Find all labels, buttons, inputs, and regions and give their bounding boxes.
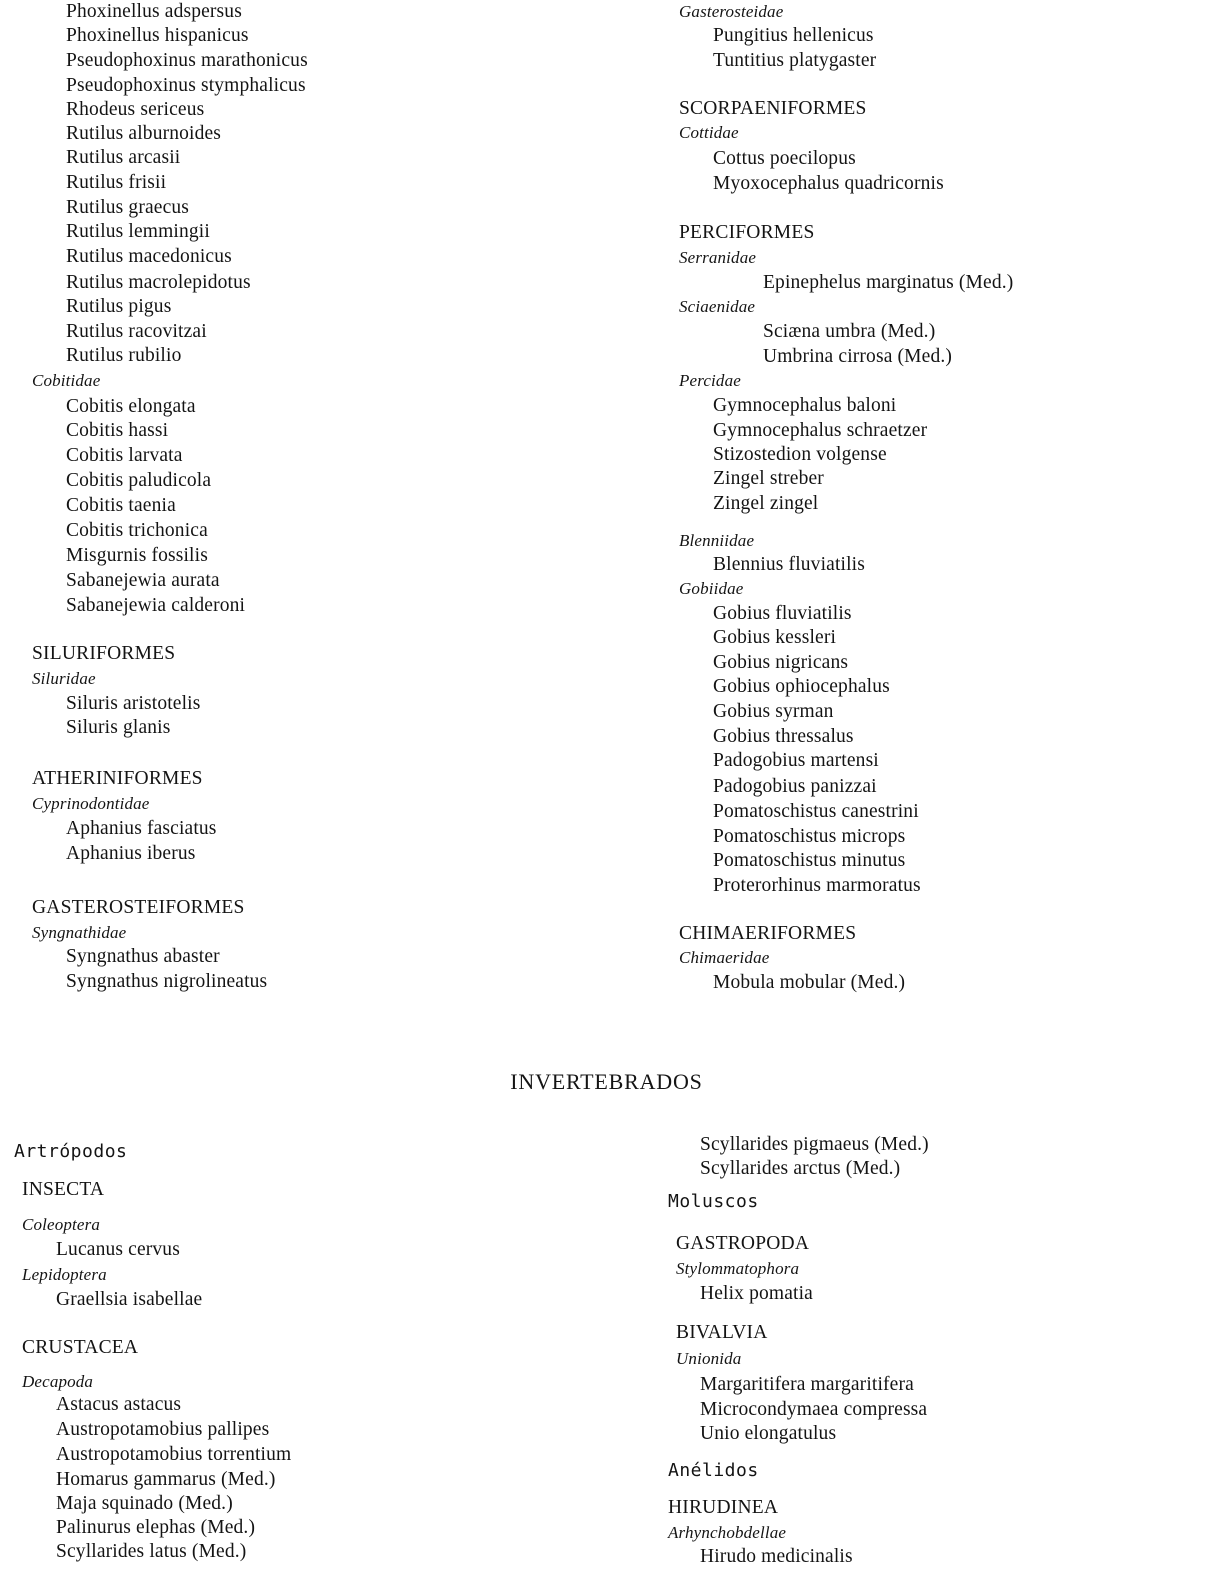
species-name: Unio elongatulus — [700, 1423, 837, 1444]
species-name: Aphanius iberus — [66, 843, 196, 864]
species-name: Margaritifera margaritifera — [700, 1374, 914, 1395]
family-heading: Blenniidae — [679, 531, 755, 550]
species-name: Sabanejewia aurata — [66, 570, 220, 591]
species-name: Cobitis trichonica — [66, 520, 208, 541]
class-heading: INSECTA — [22, 1179, 105, 1200]
family-heading: Percidae — [679, 371, 741, 390]
species-name: Rutilus macedonicus — [66, 246, 232, 267]
phylum-heading: Anélidos — [668, 1460, 759, 1481]
species-name: Scyllarides latus (Med.) — [56, 1541, 247, 1562]
species-name: Cottus poecilopus — [713, 148, 856, 169]
species-name: Rutilus rubilio — [66, 345, 182, 366]
species-name: Cobitis taenia — [66, 495, 176, 516]
family-heading: Cyprinodontidae — [32, 794, 150, 813]
species-name: Epinephelus marginatus (Med.) — [763, 272, 1014, 293]
order-heading: SCORPAENIFORMES — [679, 98, 867, 119]
species-name: Pungitius hellenicus — [713, 25, 874, 46]
species-name: Homarus gammarus (Med.) — [56, 1469, 276, 1490]
species-name: Phoxinellus hispanicus — [66, 25, 249, 46]
species-name: Gobius kessleri — [713, 627, 837, 648]
species-name: Padogobius martensi — [713, 750, 879, 771]
species-name: Scyllarides arctus (Med.) — [700, 1158, 901, 1179]
class-heading: CRUSTACEA — [22, 1337, 139, 1358]
order-heading: CHIMAERIFORMES — [679, 923, 857, 944]
section-heading-invertebrados: INVERTEBRADOS — [510, 1069, 703, 1094]
family-heading: Cobitidae — [32, 371, 101, 390]
family-heading: Sciaenidae — [679, 297, 756, 316]
species-name: Helix pomatia — [700, 1283, 813, 1304]
species-name: Rutilus lemmingii — [66, 221, 210, 242]
species-name: Stizostedion volgense — [713, 444, 887, 465]
species-name: Astacus astacus — [56, 1394, 182, 1415]
species-name: Siluris glanis — [66, 717, 171, 738]
species-name: Scyllarides pigmaeus (Med.) — [700, 1134, 929, 1155]
species-name: Rutilus macrolepidotus — [66, 272, 251, 293]
family-heading: Lepidoptera — [22, 1265, 107, 1284]
species-name: Pomatoschistus minutus — [713, 850, 906, 871]
phylum-heading: Moluscos — [668, 1191, 759, 1212]
species-name: Gymnocephalus baloni — [713, 395, 897, 416]
species-name: Pseudophoxinus stymphalicus — [66, 75, 306, 96]
species-name: Syngnathus nigrolineatus — [66, 971, 268, 992]
species-name: Rutilus graecus — [66, 197, 190, 218]
species-name: Gymnocephalus schraetzer — [713, 420, 928, 441]
species-name: Proterorhinus marmoratus — [713, 875, 921, 896]
class-heading: GASTROPODA — [676, 1233, 810, 1254]
species-name: Cobitis elongata — [66, 396, 196, 417]
species-name: Cobitis hassi — [66, 420, 169, 441]
species-name: Padogobius panizzai — [713, 776, 877, 797]
species-name: Rutilus alburnoides — [66, 123, 222, 144]
species-name: Gobius syrman — [713, 701, 834, 722]
species-name: Umbrina cirrosa (Med.) — [763, 346, 953, 367]
family-heading: Syngnathidae — [32, 923, 127, 942]
family-heading: Cottidae — [679, 123, 739, 142]
species-name: Austropotamobius torrentium — [56, 1444, 292, 1465]
species-name: Rutilus frisii — [66, 172, 167, 193]
species-name: Palinurus elephas (Med.) — [56, 1517, 256, 1538]
species-name: Maja squinado (Med.) — [56, 1493, 233, 1514]
species-name: Austropotamobius pallipes — [56, 1419, 270, 1440]
species-name: Cobitis paludicola — [66, 470, 212, 491]
family-heading: Coleoptera — [22, 1215, 100, 1234]
order-heading: ATHERINIFORMES — [32, 768, 203, 789]
species-name: Lucanus cervus — [56, 1239, 180, 1260]
species-name: Zingel zingel — [713, 493, 819, 514]
family-heading: Serranidae — [679, 248, 757, 267]
species-name: Misgurnis fossilis — [66, 545, 208, 566]
order-heading: HIRUDINEA — [668, 1497, 779, 1518]
species-name: Gobius ophiocephalus — [713, 676, 890, 697]
family-heading: Chimaeridae — [679, 948, 770, 967]
family-heading: Unionida — [676, 1349, 742, 1368]
family-heading: Gobiidae — [679, 579, 744, 598]
family-heading: Stylommatophora — [676, 1259, 800, 1278]
species-name: Phoxinellus adspersus — [66, 1, 242, 22]
species-name: Aphanius fasciatus — [66, 818, 217, 839]
family-heading: Decapoda — [22, 1372, 94, 1391]
species-name: Myoxocephalus quadricornis — [713, 173, 944, 194]
species-name: Rutilus arcasii — [66, 147, 181, 168]
species-name: Gobius fluviatilis — [713, 603, 852, 624]
species-name: Gobius thressalus — [713, 726, 854, 747]
species-name: Gobius nigricans — [713, 652, 849, 673]
species-name: Sabanejewia calderoni — [66, 595, 246, 616]
species-name: Graellsia isabellae — [56, 1289, 203, 1310]
species-name: Rutilus racovitzai — [66, 321, 207, 342]
order-heading: GASTEROSTEIFORMES — [32, 897, 245, 918]
family-heading: Arhynchobdellae — [668, 1523, 787, 1542]
species-name: Cobitis larvata — [66, 445, 183, 466]
family-heading: Siluridae — [32, 669, 96, 688]
phylum-heading: Artrópodos — [14, 1141, 128, 1162]
species-name: Pseudophoxinus marathonicus — [66, 50, 308, 71]
class-heading: BIVALVIA — [676, 1322, 768, 1343]
family-heading: Gasterosteidae — [679, 2, 784, 21]
species-name: Siluris aristotelis — [66, 693, 201, 714]
species-name: Zingel streber — [713, 468, 824, 489]
species-name: Blennius fluviatilis — [713, 554, 865, 575]
species-name: Pomatoschistus canestrini — [713, 801, 919, 822]
species-name: Hirudo medicinalis — [700, 1546, 853, 1567]
species-name: Rutilus pigus — [66, 296, 172, 317]
species-name: Tuntitius platygaster — [713, 50, 877, 71]
species-name: Mobula mobular (Med.) — [713, 972, 906, 993]
species-name: Rhodeus sericeus — [66, 99, 205, 120]
species-name: Syngnathus abaster — [66, 946, 220, 967]
order-heading: PERCIFORMES — [679, 222, 815, 243]
species-name: Pomatoschistus microps — [713, 826, 906, 847]
species-name: Sciæna umbra (Med.) — [763, 321, 936, 342]
species-name: Microcondymaea compressa — [700, 1399, 928, 1420]
order-heading: SILURIFORMES — [32, 643, 176, 664]
